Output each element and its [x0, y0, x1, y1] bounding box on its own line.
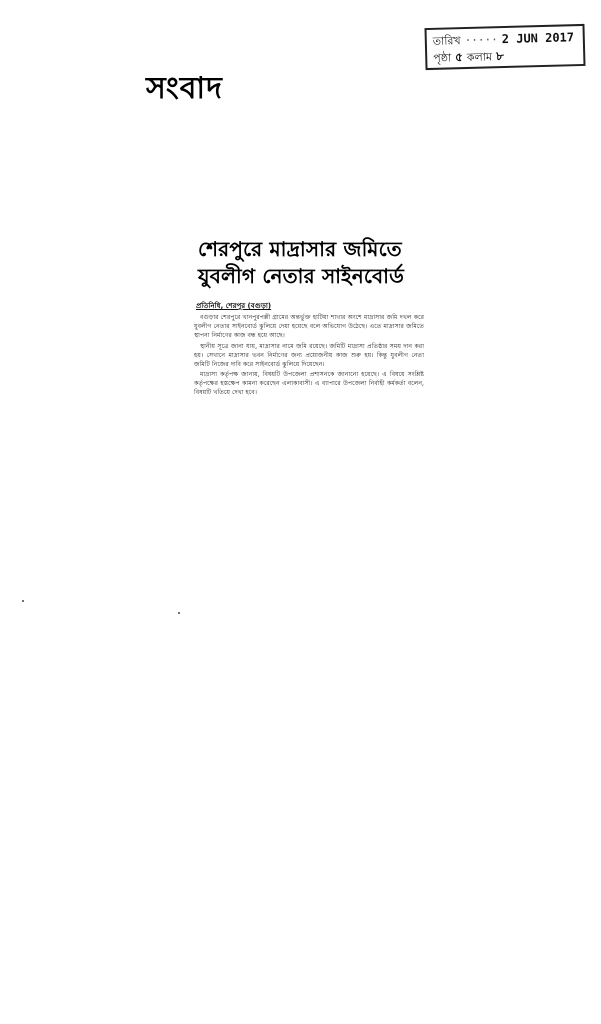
newspaper-masthead: সংবাদ [146, 71, 223, 106]
stamp-date-label: তারিখ [432, 34, 461, 48]
article-byline: প্রতিনিধি, শেরপুর (বগুড়া) [196, 302, 272, 310]
stamp-date-value: 2 JUN 2017 [501, 30, 575, 47]
article-paragraph: স্থানীয় সূত্রে জানা যায়, মাদ্রাসার নামে জমি রয়েছে। জমিটি মাদ্রাসা প্রতিষ্ঠার সময় দান করা হয়। সেখানে মাদ্রাসার ভবন নির্মাণের জন্য প্রয়োজনীয় কাজ শুরু হয়। কিন্তু যুবলীগ নেতা জমিটি নিজের দাবি করে সাইনবোর্ড ঝুলিয়ে দিয়েছেন। [194, 342, 424, 368]
scan-speck [22, 600, 24, 602]
article-paragraph: মাদ্রাসা কর্তৃপক্ষ জানায়, বিষয়টি উপজেলা প্রশাসনকে জানানো হয়েছে। এ বিষয়ে সংশ্লিষ্ট কর্তৃপক্ষের হস্তক্ষেপ কামনা করেছেন এলাকাবাসী। এ ব্যাপারে উপজেলা নির্বাহী কর্মকর্তা বলেন, বিষয়টি খতিয়ে দেখা হবে। [194, 371, 424, 397]
article-paragraph: বগুড়ার শেরপুরে খানপুরপল্লী গ্রামের অন্তর্ভুক্ত হাটিয়া শাখার অংশে মাদ্রাসার জমি দখল করে যুবলীগ নেতার সাইনবোর্ড ঝুলিয়ে দেয়া হয়েছে বলে অভিযোগ উঠেছে। এতে মাদ্রাসার জমিতে স্থাপনা নির্মাণের কাজ বন্ধ হয়ে আছে। [194, 314, 424, 339]
date-stamp [424, 24, 585, 70]
scan-speck [178, 612, 180, 614]
stamp-dots: ····· [464, 33, 498, 48]
headline-line-1: শেরপুরে মাদ্রাসার জমিতে [198, 237, 402, 261]
stamp-page-value: ৫ [454, 50, 464, 65]
stamp-page-label: পৃষ্ঠা [433, 51, 452, 65]
stamp-column-value: ৮ [495, 49, 505, 64]
article-body [194, 314, 424, 398]
article-headline [198, 236, 428, 290]
stamp-column-label: কলাম [466, 50, 493, 64]
newspaper-clipping [188, 236, 428, 526]
headline-line-2: যুবলীগ নেতার সাইনবোর্ড [198, 264, 405, 288]
